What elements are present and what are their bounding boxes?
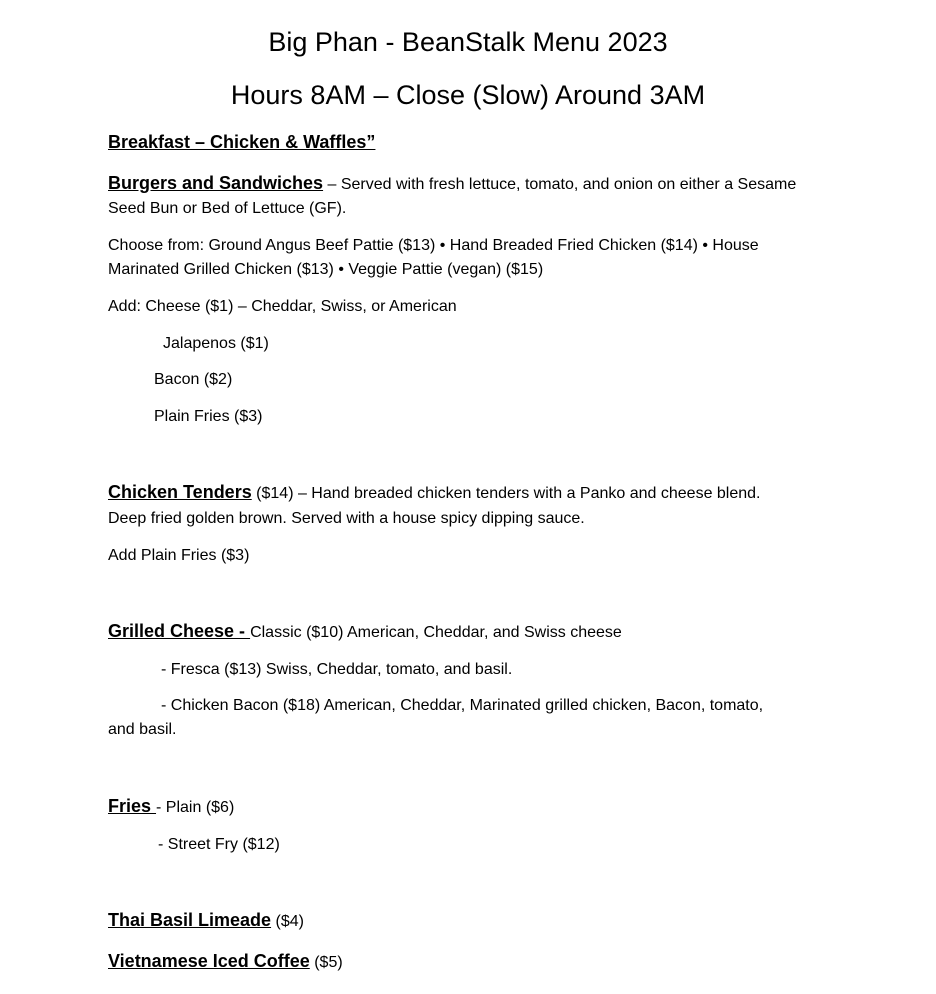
- grilled-cheese-chicken-bacon: - Chicken Bacon ($18) American, Cheddar, Marinated grilled chicken, Bacon, tomato,: [161, 697, 764, 714]
- burgers-description: – Served with fresh lettuce, tomato, and onion on either a Sesame: [323, 176, 797, 193]
- grilled-cheese-classic: Classic ($10) American, Cheddar, and Swiss cheese: [250, 624, 622, 641]
- burgers-description-cont: Seed Bun or Bed of Lettuce (GF).: [108, 200, 347, 217]
- grilled-cheese-heading: Grilled Cheese -: [108, 621, 251, 641]
- grilled-cheese-section: [108, 621, 622, 643]
- limeade-price: ($4): [271, 913, 304, 930]
- fries-heading: Fries: [108, 796, 157, 816]
- burgers-choices-cont: Marinated Grilled Chicken ($13) • Veggie Pattie (vegan) ($15): [108, 261, 544, 278]
- coffee-heading: Vietnamese Iced Coffee: [108, 951, 310, 971]
- coffee-price: ($5): [309, 954, 343, 971]
- burgers-choices: Choose from: Ground Angus Beef Pattie ($13) • Hand Breaded Fried Chicken ($14) • House: [108, 237, 759, 254]
- breakfast-section: [108, 132, 375, 154]
- breakfast-heading: Breakfast – Chicken & Waffles”: [108, 132, 376, 152]
- burgers-section: [108, 173, 796, 195]
- limeade-section: [108, 910, 304, 932]
- coffee-section: [108, 951, 343, 973]
- grilled-cheese-fresca: - Fresca ($13) Swiss, Cheddar, tomato, and basil.: [161, 661, 513, 678]
- addon-item: Bacon ($2): [154, 371, 233, 388]
- tenders-description-cont: Deep fried golden brown. Served with a house spicy dipping sauce.: [108, 510, 585, 527]
- hours-line: Hours 8AM – Close (Slow) Around 3AM: [230, 80, 706, 110]
- fries-plain: - Plain ($6): [156, 799, 235, 816]
- burgers-add-line: Add: Cheese ($1) – Cheddar, Swiss, or American: [108, 298, 457, 315]
- tenders-heading: Chicken Tenders: [108, 482, 252, 502]
- addon-item: Plain Fries ($3): [154, 408, 263, 425]
- tenders-section: [108, 482, 761, 504]
- grilled-cheese-chicken-bacon-cont: and basil.: [108, 721, 177, 738]
- tenders-add-line: Add Plain Fries ($3): [108, 547, 250, 564]
- fries-street: - Street Fry ($12): [158, 836, 280, 853]
- tenders-description: ($14) – Hand breaded chicken tenders with a Panko and cheese blend.: [251, 485, 761, 502]
- limeade-heading: Thai Basil Limeade: [108, 910, 272, 930]
- burgers-heading: Burgers and Sandwiches: [108, 173, 324, 193]
- addon-item: Jalapenos ($1): [163, 335, 269, 352]
- fries-section: [108, 796, 234, 818]
- document-title: Big Phan - BeanStalk Menu 2023: [268, 27, 668, 57]
